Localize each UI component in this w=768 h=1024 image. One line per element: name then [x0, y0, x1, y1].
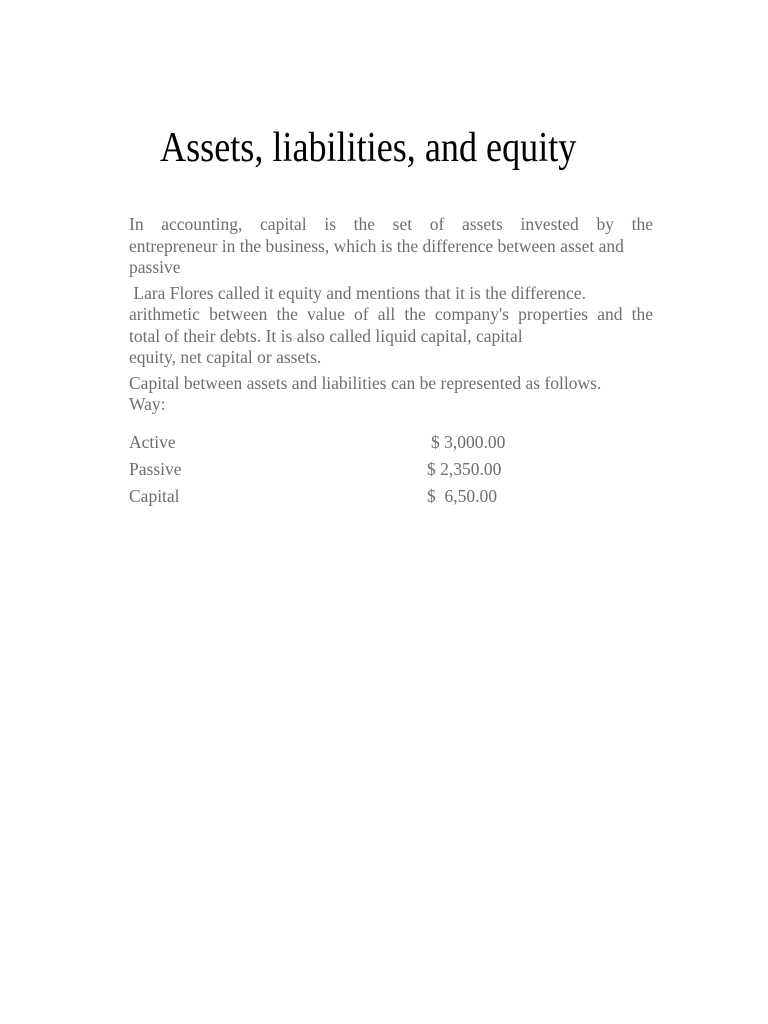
balance-label: Capital [129, 486, 180, 506]
text-line: Capital between assets and liabilities can be represented as follows. [129, 372, 602, 393]
balance-amount: $ 6,50.00 [427, 486, 497, 506]
text-line: Way: [129, 394, 166, 414]
paragraph-representation [129, 373, 653, 416]
text-line: arithmetic between the value of all the company's properties and the [129, 304, 653, 324]
paragraph-capital-definition [129, 214, 653, 279]
text-line: In accounting, capital is the set of assets invested by the [129, 214, 653, 234]
body-text [129, 214, 653, 420]
text-line: total of their debts. It is also called liquid capital, capital [129, 325, 523, 346]
text-line: entrepreneur in the business, which is the difference between asset and [129, 235, 624, 256]
balance-amount: $ 3,000.00 [431, 432, 506, 452]
text-line: equity, net capital or assets. [129, 347, 322, 367]
balance-row-capital [129, 483, 529, 510]
text-line: passive [129, 257, 181, 277]
paragraph-equity-definition [129, 283, 653, 369]
balance-row-passive [129, 456, 529, 483]
balance-row-active [129, 429, 529, 456]
balance-amount: $ 2,350.00 [427, 459, 502, 479]
balance-label: Passive [129, 459, 182, 479]
balance-table [129, 429, 529, 510]
page-title: Assets, liabilities, and equity [160, 125, 577, 171]
text-line: Lara Flores called it equity and mentions that it is the difference. [129, 282, 586, 303]
balance-label: Active [129, 432, 176, 452]
